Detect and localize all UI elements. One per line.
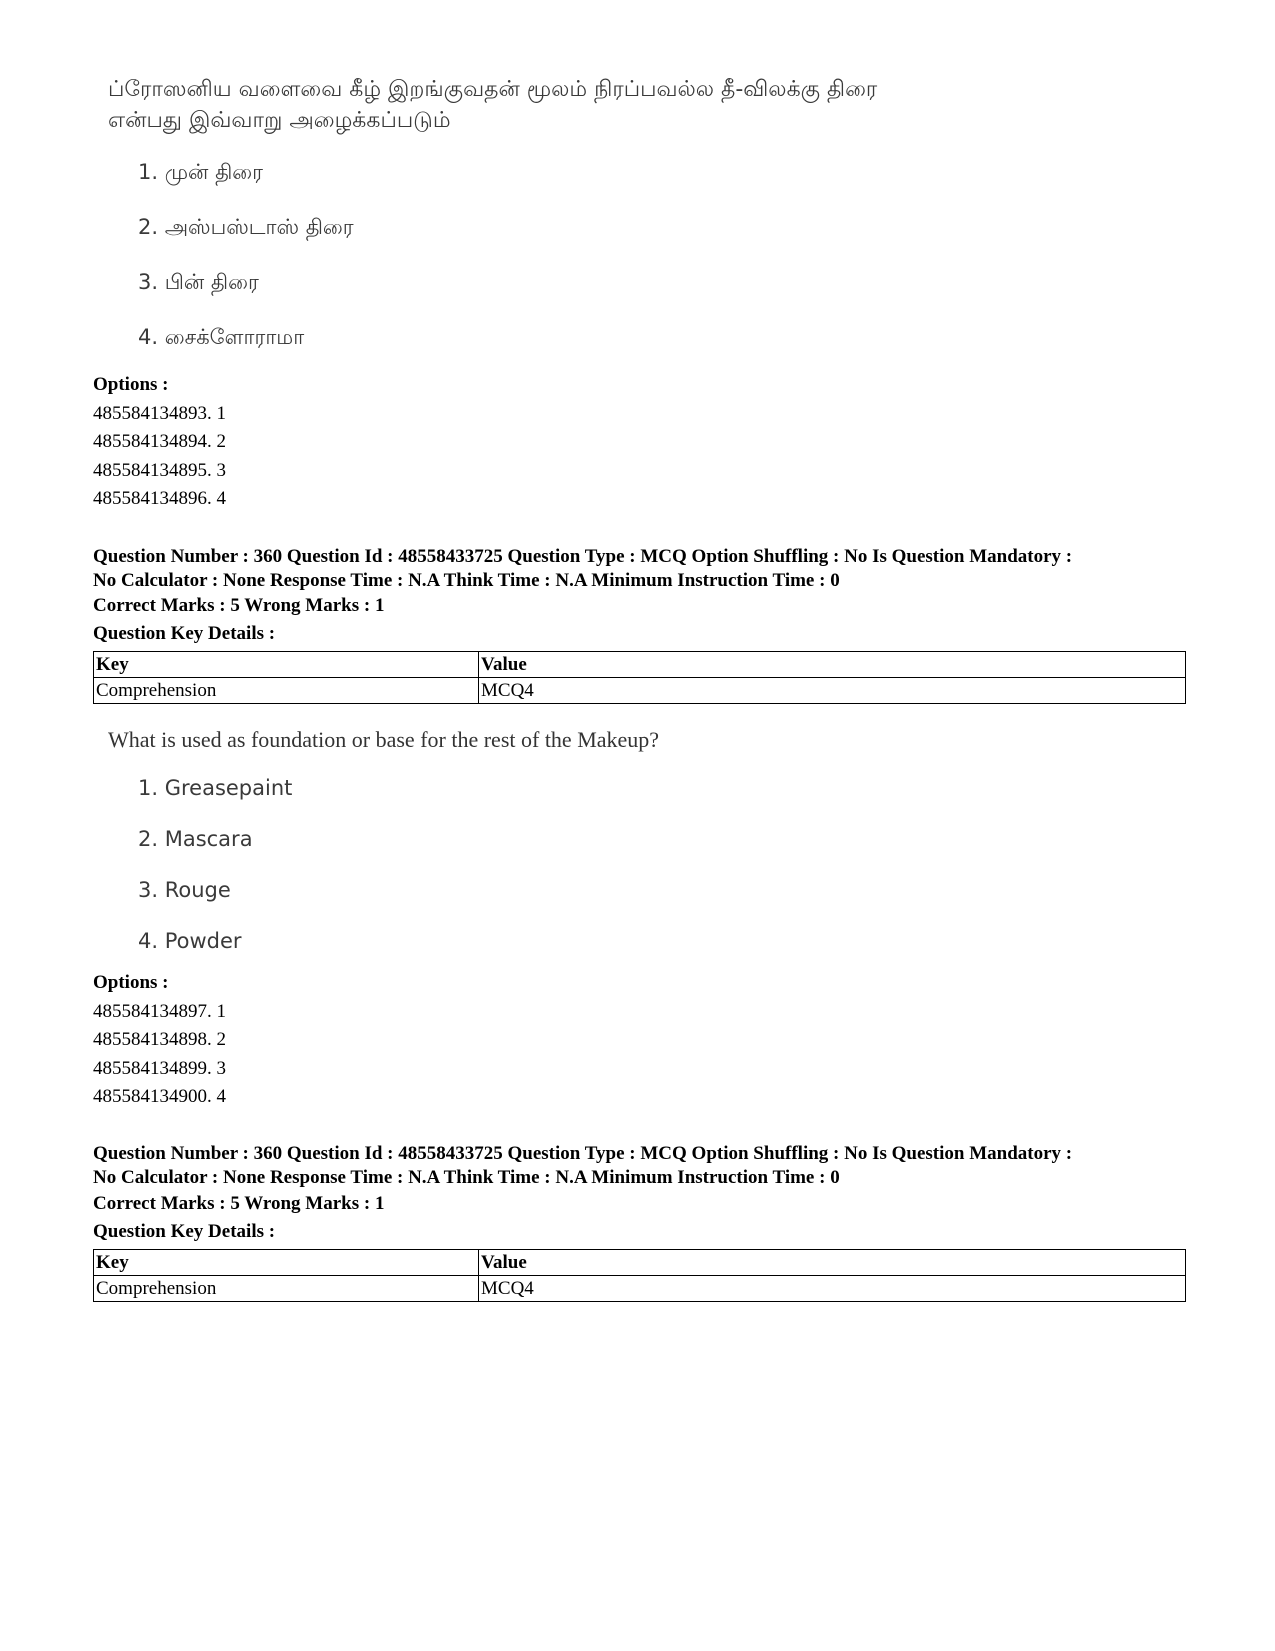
option-item: 485584134894. 2 xyxy=(93,431,226,452)
cell-value: MCQ4 xyxy=(479,1276,1186,1302)
option-item: 485584134896. 4 xyxy=(93,488,226,509)
choice-item: 3. Rouge xyxy=(138,878,231,902)
table-header-row xyxy=(94,1250,1186,1276)
marks-line: Correct Marks : 5 Wrong Marks : 1 xyxy=(93,1193,385,1214)
options-block-2 xyxy=(93,969,226,1112)
cell-value: MCQ4 xyxy=(479,678,1186,704)
marks-line: Correct Marks : 5 Wrong Marks : 1 xyxy=(93,595,385,616)
key-details-label: Question Key Details : xyxy=(93,623,276,644)
option-item: 485584134893. 1 xyxy=(93,402,226,424)
choice-item: 3. பின் திரை xyxy=(138,270,259,294)
option-item: 485584134895. 3 xyxy=(93,459,226,481)
options-label: Options : xyxy=(93,972,169,993)
option-item: 485584134898. 2 xyxy=(93,1029,226,1050)
col-value-header: Value xyxy=(479,1250,1186,1276)
table-row xyxy=(94,678,1186,704)
options-label: Options : xyxy=(93,374,169,395)
stem-text: What is used as foundation or base for the rest of the Makeup? xyxy=(108,727,660,752)
choice-item: 4. Powder xyxy=(138,929,242,953)
header-line-2: No Calculator : None Response Time : N.A Think Time : N.A Minimum Instruction Time : 0 xyxy=(93,1166,840,1188)
option-item: 485584134900. 4 xyxy=(93,1086,226,1107)
option-item: 485584134897. 1 xyxy=(93,1000,226,1022)
choice-item: 4. சைக்ளோராமா xyxy=(138,325,305,349)
options-block-1 xyxy=(93,371,226,514)
col-value-header: Value xyxy=(479,652,1186,678)
table-header-row xyxy=(94,652,1186,678)
question-header-3 xyxy=(93,1142,1183,1189)
question-stem-english xyxy=(108,724,659,755)
key-details-label: Question Key Details : xyxy=(93,1221,276,1242)
header-line-1: Question Number : 360 Question Id : 48558433725 Question Type : MCQ Option Shuffling : No Is Question Mandatory : xyxy=(93,1143,1073,1164)
key-value-table xyxy=(93,651,1186,704)
choice-item: 1. முன் திரை xyxy=(138,160,263,184)
option-item: 485584134899. 3 xyxy=(93,1057,226,1079)
cell-key: Comprehension xyxy=(94,678,479,704)
key-value-table xyxy=(93,1249,1186,1302)
choice-item: 1. Greasepaint xyxy=(138,776,293,800)
question-stem-tamil xyxy=(108,74,877,136)
question-header-2 xyxy=(93,545,1183,592)
table-row xyxy=(94,1276,1186,1302)
choice-item: 2. அஸ்பஸ்டாஸ் திரை xyxy=(138,215,354,239)
header-line-2: No Calculator : None Response Time : N.A Think Time : N.A Minimum Instruction Time : 0 xyxy=(93,569,840,591)
col-key-header: Key xyxy=(94,1250,479,1276)
header-line-1: Question Number : 360 Question Id : 48558433725 Question Type : MCQ Option Shuffling : No Is Question Mandatory : xyxy=(93,546,1073,567)
choice-item: 2. Mascara xyxy=(138,827,253,851)
cell-key: Comprehension xyxy=(94,1276,479,1302)
stem-line-1: ப்ரோஸனிய வளைவை கீழ் இறங்குவதன் மூலம் நிரப்பவல்ல தீ-விலக்கு திரை xyxy=(108,77,878,102)
stem-line-2: என்பது இவ்வாறு அழைக்கப்படும் xyxy=(108,108,451,133)
col-key-header: Key xyxy=(94,652,479,678)
